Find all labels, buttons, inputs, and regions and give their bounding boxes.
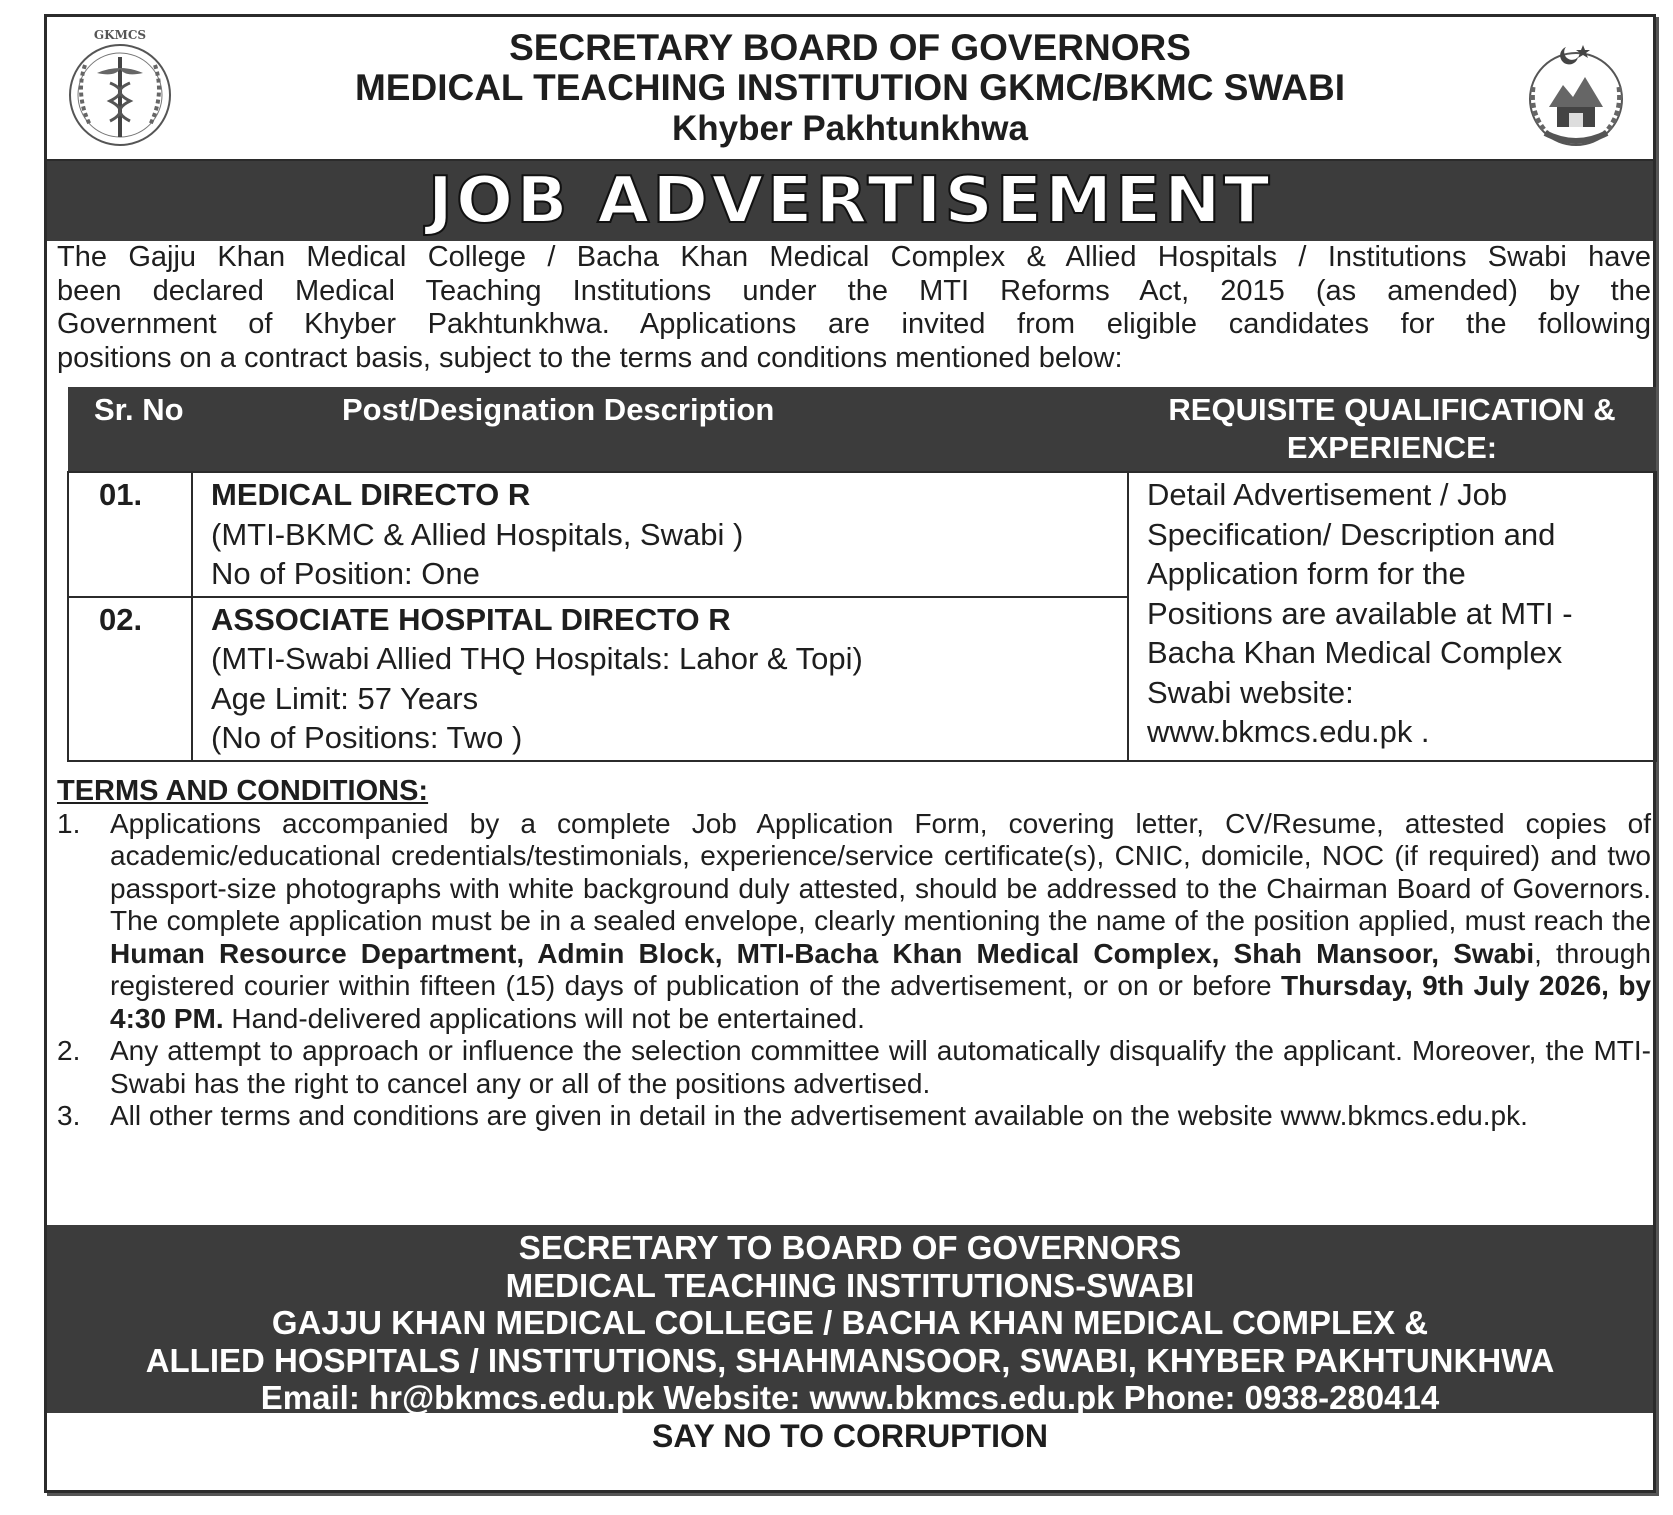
footer-line: SECRETARY TO BOARD OF GOVERNORS xyxy=(518,1229,1182,1266)
qualification-line: Detail Advertisement / Job xyxy=(1147,477,1508,512)
header-sr-no: Sr. No xyxy=(68,387,192,472)
qualification-line: Swabi website: xyxy=(1147,674,1354,710)
intro-line: been declared Medical Teaching Institutions under the MTI Reforms Act, 2015 (as amended) by the xyxy=(57,274,1651,307)
job-advertisement-banner xyxy=(47,161,1653,241)
post-title: ASSOCIATE HOSPITAL DIRECTO R xyxy=(211,601,731,637)
kp-government-seal xyxy=(1511,37,1641,155)
qualification-line: Bacha Khan Medical Complex xyxy=(1147,635,1563,670)
term-item xyxy=(57,808,1651,1036)
qualification-line: Specification/ Description and xyxy=(1147,516,1556,552)
term-number: 1. xyxy=(57,807,81,839)
term-item xyxy=(57,1100,1651,1133)
post-detail: No of Position: One xyxy=(211,556,480,591)
header-line-2: MEDICAL TEACHING INSTITUTION GKMC/BKMC SWABI xyxy=(354,67,1346,108)
footer-contact-line: Email: hr@bkmcs.edu.pk Website: www.bkmcs.edu.pk Phone: 0938-280414 xyxy=(260,1379,1440,1416)
header-line-1: SECRETARY BOARD OF GOVERNORS xyxy=(509,27,1191,68)
terms-section xyxy=(57,775,1651,1133)
post-detail: (MTI-BKMC & Allied Hospitals, Swabi ) xyxy=(211,516,744,552)
intro-line: Government of Khyber Pakhtunkhwa. Applications are invited from eligible candidates for the following xyxy=(57,308,1651,340)
post-detail: (MTI-Swabi Allied THQ Hospitals: Lahor & Topi) xyxy=(211,641,863,676)
row-sr: 01. xyxy=(68,472,192,597)
intro-line: positions on a contract basis, subject to the terms and conditions mentioned below: xyxy=(57,341,1123,374)
term-text: , through registered courier within fifteen (15) days of publication of the advertisement, or on or before xyxy=(110,937,1651,1001)
qualification-line: Application form for the xyxy=(1147,556,1466,591)
row-sr: 02. xyxy=(68,597,192,761)
term-text: Hand-delivered applications will not be entertained. xyxy=(223,1002,865,1034)
banner-title: JOB ADVERTISEMENT xyxy=(427,164,1273,238)
term-deadline: Thursday, 9th July 2026, by 4:30 PM. xyxy=(110,970,1651,1034)
footer-line: ALLIED HOSPITALS / INSTITUTIONS, SHAHMANSOOR, SWABI, KHYBER PAKHTUNKHWA xyxy=(145,1341,1555,1379)
header xyxy=(47,17,1653,161)
post-detail: Age Limit: 57 Years xyxy=(211,680,479,716)
term-number: 2. xyxy=(57,1035,81,1066)
table-row xyxy=(68,472,1656,597)
advertisement-frame xyxy=(44,14,1656,1493)
post-title: MEDICAL DIRECTO R xyxy=(211,477,531,512)
intro-line: The Gajju Khan Medical College / Bacha Khan Medical Complex & Allied Hospitals / Institutions Swabi have xyxy=(57,241,1651,273)
table-header-row xyxy=(68,387,1656,472)
terms-heading: TERMS AND CONDITIONS: xyxy=(57,775,429,807)
qualification-cell xyxy=(1128,472,1656,761)
positions-table xyxy=(67,387,1657,762)
footer-line: MEDICAL TEACHING INSTITUTIONS-SWABI xyxy=(505,1266,1195,1304)
footer-line: GAJJU KHAN MEDICAL COLLEGE / BACHA KHAN MEDICAL COMPLEX & xyxy=(271,1304,1429,1341)
anti-corruption-slogan: SAY NO TO CORRUPTION xyxy=(652,1418,1048,1454)
term-body xyxy=(110,808,1651,1036)
footer-contact-block xyxy=(47,1225,1653,1416)
term-address: Human Resource Department, Admin Block, MTI-Bacha Khan Medical Complex, Shah Mansoor, Swabi xyxy=(110,937,1535,969)
qualification-line: Positions are available at MTI - xyxy=(1147,595,1573,631)
header-post: Post/Designation Description xyxy=(192,387,1128,472)
term-text: Any attempt to approach or influence the selection committee will automatically disqualify the applicant. Moreover, the MTI-Swabi has the right to cancel any or all of the positions advertised. xyxy=(110,1035,1651,1099)
term-item xyxy=(57,1035,1651,1100)
logo-left-text: GKMCS xyxy=(93,28,147,42)
header-qualification: REQUISITE QUALIFICATION & EXPERIENCE: xyxy=(1128,387,1656,472)
post-detail: (No of Positions: Two ) xyxy=(211,720,523,755)
row-post xyxy=(192,597,1128,761)
qualification-website: www.bkmcs.edu.pk . xyxy=(1147,714,1430,749)
term-number: 3. xyxy=(57,1100,81,1131)
header-line-3: Khyber Pakhtunkhwa xyxy=(672,109,1028,148)
row-post xyxy=(192,472,1128,597)
intro-paragraph xyxy=(57,241,1651,375)
term-text: All other terms and conditions are given in detail in the advertisement available on the website www.bkmcs.edu.pk. xyxy=(110,1100,1528,1131)
term-text: Applications accompanied by a complete Job Application Form, covering letter, CV/Resume, attested copies of academic/educational credentials/testimonials, experience/service certificate(s), CNIC, domicile, NOC (if required) and two passport-size photographs with white background duly attested, should be addressed to the Chairman Board of Governors. The complete application must be in a sealed envelope, clearly mentioning the name of the position applied, must reach the xyxy=(110,807,1651,936)
